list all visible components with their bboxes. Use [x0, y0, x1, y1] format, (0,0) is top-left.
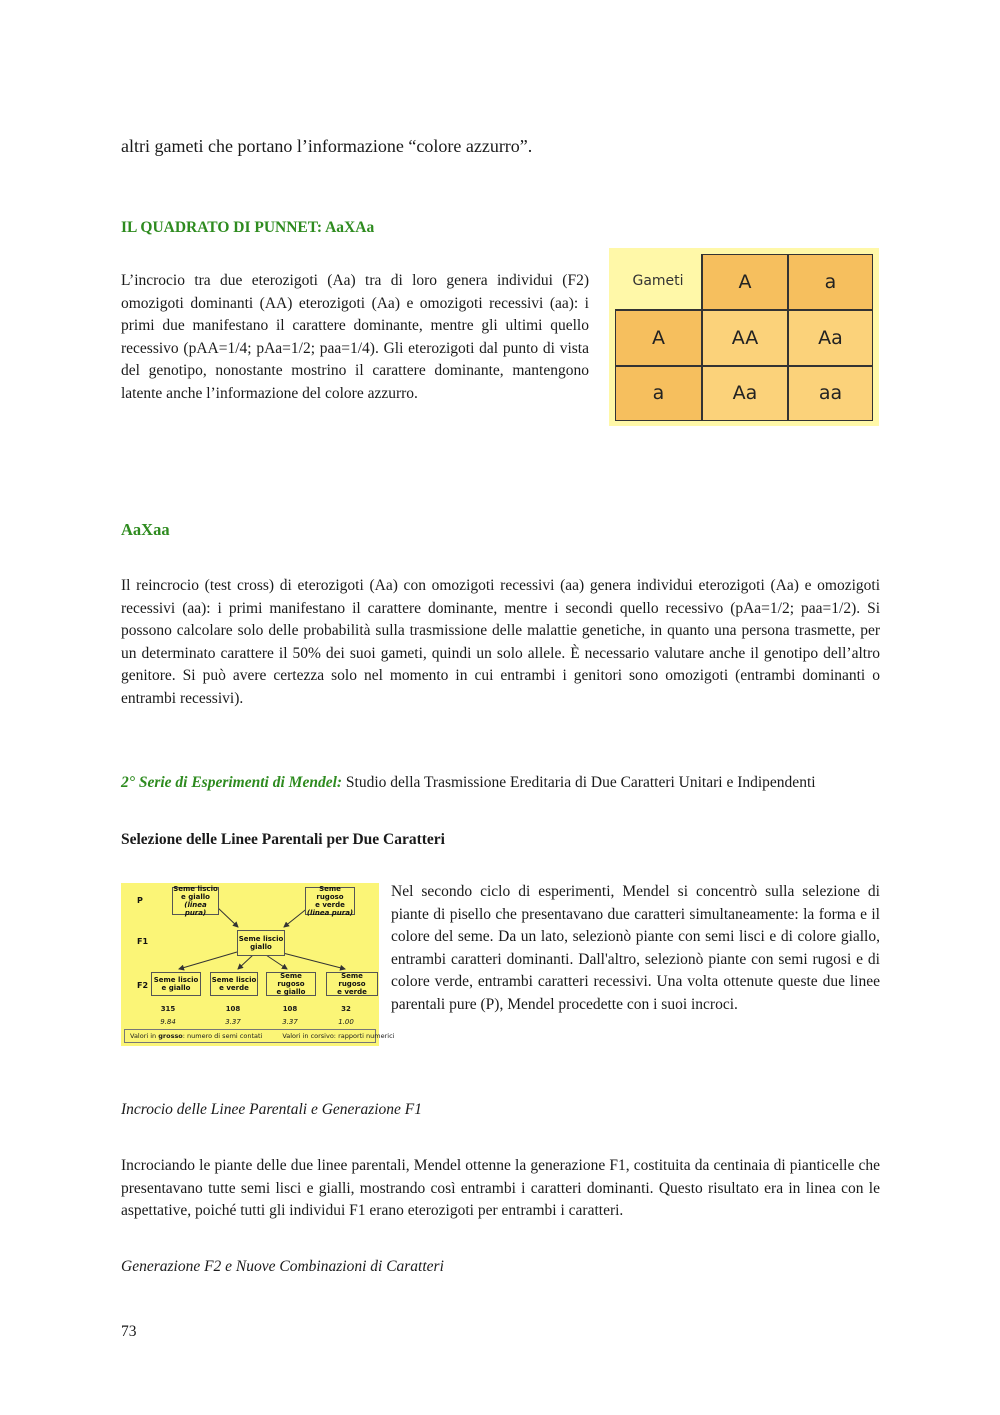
f2-ratio: 3.37 — [225, 1018, 241, 1026]
f2-count: 315 — [160, 1005, 176, 1013]
parental-lines-paragraph: Nel secondo ciclo di esperimenti, Mendel si concentrò sulla selezione di piante di pisello che presentavano due caratteri simultaneamente: la forma e il colore del seme. Da un lato, selezionò piante con semi lisci e di colore giallo, entrambi caratteri dominanti. Dall'altro, selezionò piante con semi rugosi e di colore verde, entrambi caratteri recessivi. Una volta ottenute queste due linee parentali pure (P), Mendel procedette con i suoi incroci. — [391, 883, 880, 1013]
box-line: e giallo — [276, 988, 306, 996]
punnett-cell: Aa — [788, 310, 873, 366]
box-line: Seme liscio — [173, 885, 218, 893]
subheading-f2: Generazione F2 e Nuove Combinazioni di Caratteri — [121, 1258, 444, 1275]
series-label: 2° Serie di Esperimenti di Mendel: — [121, 774, 343, 791]
f2-ratio: 1.00 — [338, 1018, 354, 1026]
f2-box — [266, 972, 316, 996]
subheading-f1: Incrocio delle Linee Parentali e Generazione F1 — [121, 1101, 423, 1118]
punnett-cell: AA — [702, 310, 788, 366]
series-title-rest: Studio della Trasmissione Ereditaria di Due Caratteri Unitari e Indipendenti — [342, 774, 816, 791]
box-line: Seme liscio — [238, 935, 284, 943]
box-line: (linea pura) — [184, 901, 207, 917]
testcross-paragraph: Il reincrocio (test cross) di eterozigoti (Aa) con omozigoti recessivi (aa) genera individui eterozigoti (Aa) e omozigoti recessivi (aa): i primi manifestano il carattere dominante, mentre i secondi quello recessivo (pAa=1/2; paa=1/2). Si possono calcolare solo delle probabilità sulla trasmissione delle malattie genetiche, in quanto una persona trasmette, per un determinato carattere il 50% dei suoi gameti, quindi un solo allele. È necessario valutare anche il genotipo dell’altro genitore. Si può avere certezza solo nel momento in cui entrambi i genitori sono omozigoti (entrambi dominanti o entrambi recessivi). — [121, 577, 880, 707]
parent-box-smooth-yellow — [172, 887, 219, 915]
punnett-paragraph: L’incrocio tra due eterozigoti (Aa) tra di loro genera individui (F2) omozigoti dominanti (AA) eterozigoti (Aa) e omozigoti recessivi (aa): i primi due manifestano il carattere dominante, mentre gli ultimi quello recessivo (pAA=1/4; pAa=1/2; paa=1/4). Gli eterozigoti dal punto di vista del genotipo, nonostante mostrino il carattere dominante, mantengono latente anche l’informazione del colore azzurro. — [121, 272, 589, 402]
box-line: Seme liscio — [153, 976, 199, 984]
f2-count: 32 — [341, 1005, 351, 1013]
f2-box — [326, 972, 378, 996]
f2-ratio: 3.37 — [282, 1018, 298, 1026]
box-line: Seme liscio — [211, 976, 257, 984]
punnett-col-header: a — [788, 254, 873, 310]
legend-text: : numero di semi contati — [182, 1032, 263, 1040]
box-line: e verde — [337, 988, 367, 996]
parent-box-wrinkled-green — [305, 887, 355, 915]
punnett-cell: Aa — [702, 366, 788, 421]
punnett-row-header: a — [615, 366, 702, 421]
punnett-square — [609, 248, 879, 426]
f2-ratio: 9.84 — [160, 1018, 176, 1026]
series-heading — [121, 772, 891, 795]
legend-text: Valori in — [130, 1032, 159, 1040]
box-line: e verde — [315, 901, 345, 909]
box-line: e giallo — [181, 893, 210, 901]
box-line: (linea pura) — [306, 909, 354, 917]
gen-label-f2: F2 — [137, 981, 149, 990]
page-number: 73 — [121, 1323, 137, 1340]
gen-label-f1: F1 — [137, 937, 149, 946]
f2-count: 108 — [282, 1005, 298, 1013]
subheading-parental-lines: Selezione delle Linee Parentali per Due Caratteri — [121, 831, 445, 848]
diagram-legend — [124, 1029, 395, 1043]
box-line: e giallo — [161, 984, 191, 992]
f2-count: 108 — [225, 1005, 241, 1013]
box-line: giallo — [250, 943, 272, 951]
intro-line: altri gameti che portano l’informazione “colore azzurro”. — [121, 136, 533, 156]
box-line: Seme rugoso — [316, 885, 344, 901]
f2-box — [151, 972, 201, 996]
punnett-corner: Gameti — [615, 254, 702, 310]
legend-text: Valori in corsivo: rapporti numerici — [282, 1032, 395, 1040]
gen-label-p: P — [137, 896, 143, 905]
f1-box — [237, 930, 285, 956]
box-line: Seme rugoso — [338, 972, 366, 988]
f2-box — [210, 972, 258, 996]
section-heading-punnett: IL QUADRATO DI PUNNET: AaXAa — [121, 219, 375, 236]
box-line: Seme rugoso — [277, 972, 305, 988]
legend-text: grosso — [158, 1032, 183, 1040]
punnett-cell: aa — [788, 366, 873, 421]
punnett-row-header: A — [615, 310, 702, 366]
box-line: e verde — [219, 984, 249, 992]
f1-paragraph: Incrociando le piante delle due linee parentali, Mendel ottenne la generazione F1, costituita da centinaia di pianticelle che presentavano tutte semi lisci e gialli, mostrando così entrambi i caratteri dominanti. Questo risultato era in linea con le aspettative, poiché tutti gli individui F1 erano eterozigoti per entrambi i caratteri. — [121, 1157, 880, 1220]
punnett-col-header: A — [702, 254, 788, 310]
mendel-dihybrid-diagram — [121, 883, 395, 1046]
section-heading-testcross: AaXaa — [121, 520, 170, 539]
